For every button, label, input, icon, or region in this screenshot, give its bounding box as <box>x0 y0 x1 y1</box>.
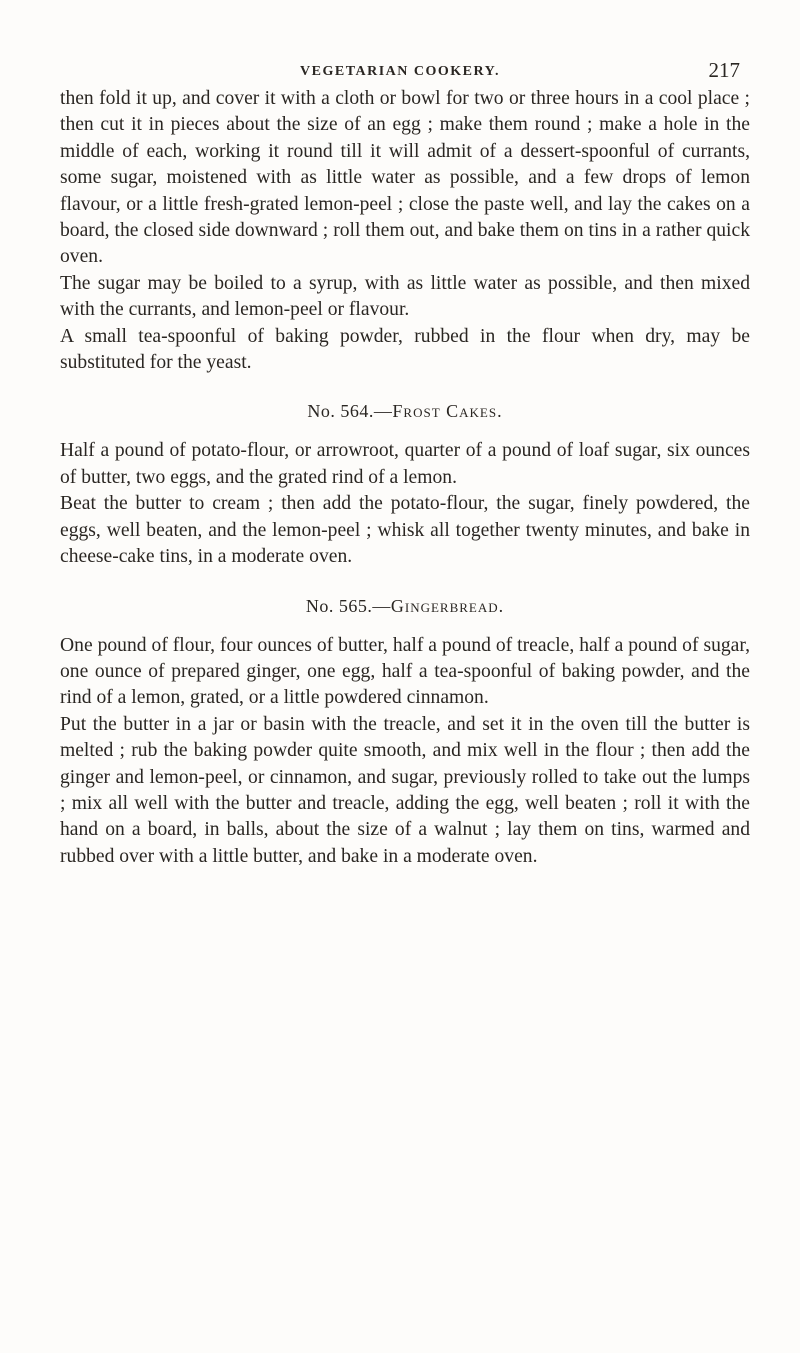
page-number: 217 <box>708 58 740 82</box>
recipe-heading-564 <box>60 400 750 422</box>
recipe-title-564: Frost Cakes. <box>392 401 503 422</box>
recipe-564-ingredients: Half a pound of potato-flour, or arrowroot, quarter of a pound of loaf sugar, six ounces of butter, two eggs, and the grated rind of a lemon. <box>60 440 750 488</box>
recipe-number-565: No. 565.— <box>305 595 391 616</box>
paragraph-continuation: then fold it up, and cover it with a cloth or bowl for two or three hours in a cool place ; then cut it in pieces about the size of an egg ; make them round ; make a hole in the middle of each, working it round till it will admit of a dessert-spoonful of currants, some sugar, moistened with as little water as possible, and a few drops of lemon flavour, or a little fresh-grated lemon-peel ; close the paste well, and lay the cakes on a board, the closed side downward ; roll them out, and bake them on tins in a rather quick oven. <box>60 88 750 268</box>
recipe-564-method: Beat the butter to cream ; then add the potato-flour, the sugar, finely powdered, the eggs, well beaten, and the lemon-peel ; whisk all together twenty minutes, and bake in cheese-cake tins, in a moderate oven. <box>60 493 750 568</box>
recipe-heading-565 <box>60 595 750 617</box>
body-text <box>60 86 750 870</box>
paragraph-baking-powder-note: A small tea-spoonful of baking powder, rubbed in the flour when dry, may be substituted for the yeast. <box>60 325 750 374</box>
recipe-number-564: No. 564.— <box>307 401 393 422</box>
running-head <box>60 58 740 84</box>
running-title: VEGETARIAN COOKERY. <box>300 64 500 79</box>
recipe-title-565: Gingerbread. <box>390 595 505 616</box>
recipe-565-ingredients: One pound of flour, four ounces of butter, half a pound of treacle, half a pound of sugar, one ounce of prepared ginger, one egg, half a tea-spoonful of baking powder, and the rind of a lemon, grated, or a little powdered cinnamon. <box>60 634 750 709</box>
recipe-565-method: Put the butter in a jar or basin with the treacle, and set it in the oven till the butter is melted ; rub the baking powder quite smooth, and mix well in the flour ; then add the ginger and lemon-peel, or cinnamon, and sugar, previously rolled to take out the lumps ; mix all well with the butter and treacle, adding the egg, well beaten ; roll it with the hand on a board, in balls, about the size of a walnut ; lay them on tins, warmed and rubbed over with a little butter, and bake in a moderate oven. <box>60 713 750 867</box>
paragraph-syrup-note: The sugar may be boiled to a syrup, with as little water as possible, and then mixed with the currants, and lemon-peel or flavour. <box>60 272 750 321</box>
